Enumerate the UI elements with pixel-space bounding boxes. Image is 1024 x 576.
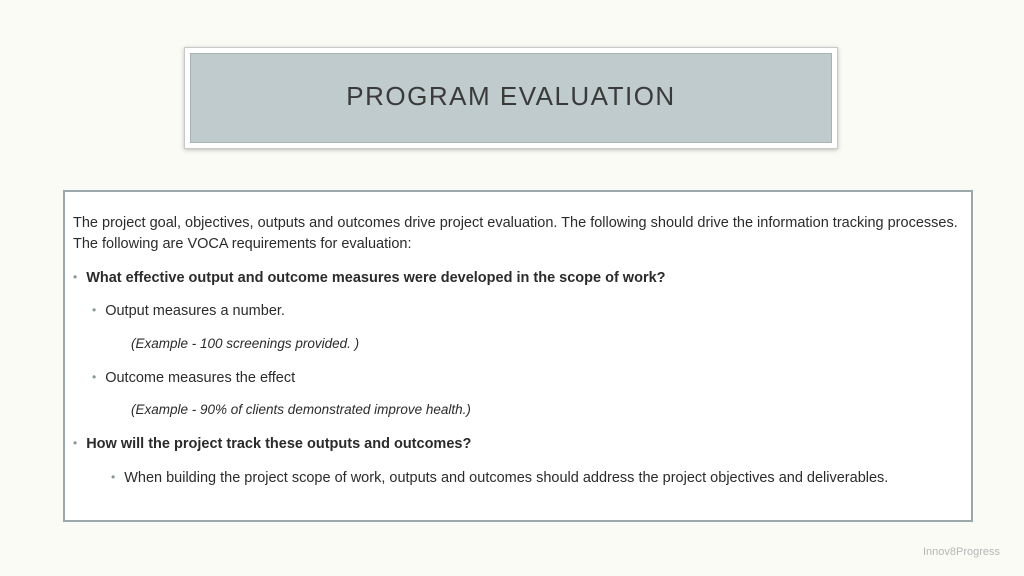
bullet-icon: •	[92, 303, 97, 317]
content-box	[63, 190, 973, 522]
footer-brand: Innov8Progress	[922, 546, 1000, 558]
title-box	[190, 53, 832, 143]
outcome-measures-text: Outcome measures the effect	[105, 370, 296, 386]
scope-note-text: When building the project scope of work, outputs and outcomes should address the project objectives and deliverables.	[124, 470, 889, 486]
bullet-icon: •	[111, 470, 116, 484]
bullet-icon: •	[73, 436, 78, 450]
intro-paragraph: The project goal, objectives, outputs and outcomes drive project evaluation. The following should drive the information tracking processes. The following are VOCA requirements for evaluation:	[73, 215, 958, 252]
outcome-example: (Example - 90% of clients demonstrated improve health.)	[131, 402, 471, 417]
bullet-output-measures	[92, 300, 285, 321]
question-1-text: What effective output and outcome measures were developed in the scope of work?	[86, 270, 666, 286]
bullet-icon: •	[73, 270, 78, 284]
bullet-icon: •	[92, 370, 97, 384]
bullet-outcome-measures	[92, 367, 295, 388]
output-measures-text: Output measures a number.	[105, 303, 285, 319]
bullet-question-1	[73, 267, 666, 288]
bullet-scope-note	[111, 467, 888, 488]
question-2-text: How will the project track these outputs and outcomes?	[86, 436, 472, 452]
slide-title: PROGRAM EVALUATION	[346, 80, 676, 111]
bullet-question-2	[73, 433, 471, 454]
title-frame	[184, 47, 838, 149]
output-example: (Example - 100 screenings provided. )	[131, 336, 360, 351]
